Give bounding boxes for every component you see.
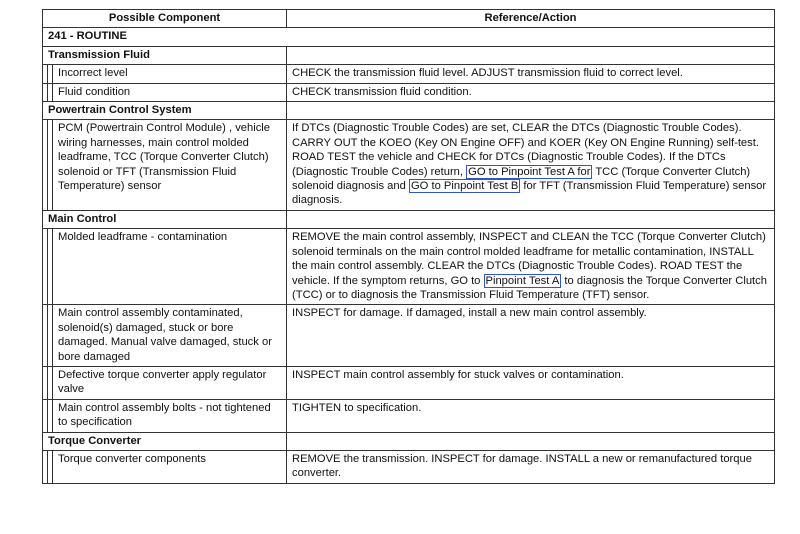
section-transmission-fluid: Transmission Fluid xyxy=(43,46,287,64)
table-row xyxy=(43,399,775,432)
action-text: to diagnosis the Torque Converter Clutch (TCC) or to diagnosis the Transmission Fluid Temperature (TFT) sensor. xyxy=(292,274,767,301)
section-main-control: Main Control xyxy=(43,210,287,228)
table-row xyxy=(43,65,775,83)
table-row xyxy=(43,229,775,305)
table-row xyxy=(43,83,775,101)
table-row xyxy=(43,305,775,367)
component-cell: Defective torque converter apply regulator valve xyxy=(53,366,287,399)
table-row xyxy=(43,120,775,210)
component-cell: Incorrect level xyxy=(53,65,287,83)
pinpoint-test-b-link[interactable]: GO to Pinpoint Test B xyxy=(410,180,519,193)
action-text: for TFT (Transmission Fluid Temperature) sensor diagnosis. xyxy=(292,180,767,207)
component-cell: Torque converter components xyxy=(53,450,287,483)
section-row xyxy=(43,102,775,120)
header-reference-action: Reference/Action xyxy=(287,10,775,28)
routine-title: 241 - ROUTINE xyxy=(43,28,775,46)
table-row xyxy=(43,450,775,483)
pinpoint-test-a-link[interactable]: Pinpoint Test A xyxy=(485,274,560,287)
diagnosis-table xyxy=(42,9,775,484)
action-text: TCC (Torque Converter Clutch) solenoid diagnosis and xyxy=(292,165,751,193)
component-cell: Main control assembly bolts - not tightened to specification xyxy=(53,399,287,432)
action-cell: INSPECT for damage. If damaged, install a new main control assembly. xyxy=(287,305,775,367)
section-row xyxy=(43,46,775,64)
action-cell: TIGHTEN to specification. xyxy=(287,399,775,432)
action-cell: REMOVE the transmission. INSPECT for damage. INSTALL a new or remanufactured torque converter. xyxy=(287,450,775,483)
section-powertrain-control-system: Powertrain Control System xyxy=(43,102,287,120)
action-text: If DTCs (Diagnostic Trouble Codes) are set, CLEAR the DTCs (Diagnostic Trouble Codes). CARRY OUT the KOEO (Key ON Engine OFF) and KOER (Key ON Engine Running) self-test. ROAD TEST the vehicle and CHECK for DTCs (Diagnostic Trouble Codes). If the DTCs (Diagnostic Trouble Codes) return, xyxy=(292,122,759,178)
component-cell: Main control assembly contaminated, solenoid(s) damaged, stuck or bore damaged. Manual valve damaged, stuck or bore damaged xyxy=(53,305,287,367)
diagnosis-table-container xyxy=(42,9,774,484)
component-cell: Fluid condition xyxy=(53,83,287,101)
header-row xyxy=(43,10,775,28)
action-cell: CHECK transmission fluid condition. xyxy=(287,83,775,101)
action-cell xyxy=(287,229,775,305)
title-row xyxy=(43,28,775,46)
table-row xyxy=(43,366,775,399)
section-torque-converter: Torque Converter xyxy=(43,432,287,450)
action-cell: CHECK the transmission fluid level. ADJUST transmission fluid to correct level. xyxy=(287,65,775,83)
action-cell: INSPECT main control assembly for stuck valves or contamination. xyxy=(287,366,775,399)
component-cell: PCM (Powertrain Control Module) , vehicle wiring harnesses, main control molded leadframe, TCC (Torque Converter Clutch) solenoid or TFT (Transmission Fluid Temperature) sensor xyxy=(53,120,287,210)
section-row xyxy=(43,432,775,450)
pinpoint-test-a-link[interactable]: GO to Pinpoint Test A for xyxy=(468,165,591,178)
action-text: REMOVE the main control assembly, INSPECT and CLEAN the TCC (Torque Converter Clutch) solenoid terminals on the main control molded leadframe for metallic contamination, INSTALL the main control assembly. CLEAR the DTCs (Diagnostic Trouble Codes). ROAD TEST the vehicle. If the symptom returns, GO to xyxy=(292,231,766,287)
header-possible-component: Possible Component xyxy=(43,10,287,28)
section-row xyxy=(43,210,775,228)
component-cell: Molded leadframe - contamination xyxy=(53,229,287,305)
action-cell xyxy=(287,120,775,210)
